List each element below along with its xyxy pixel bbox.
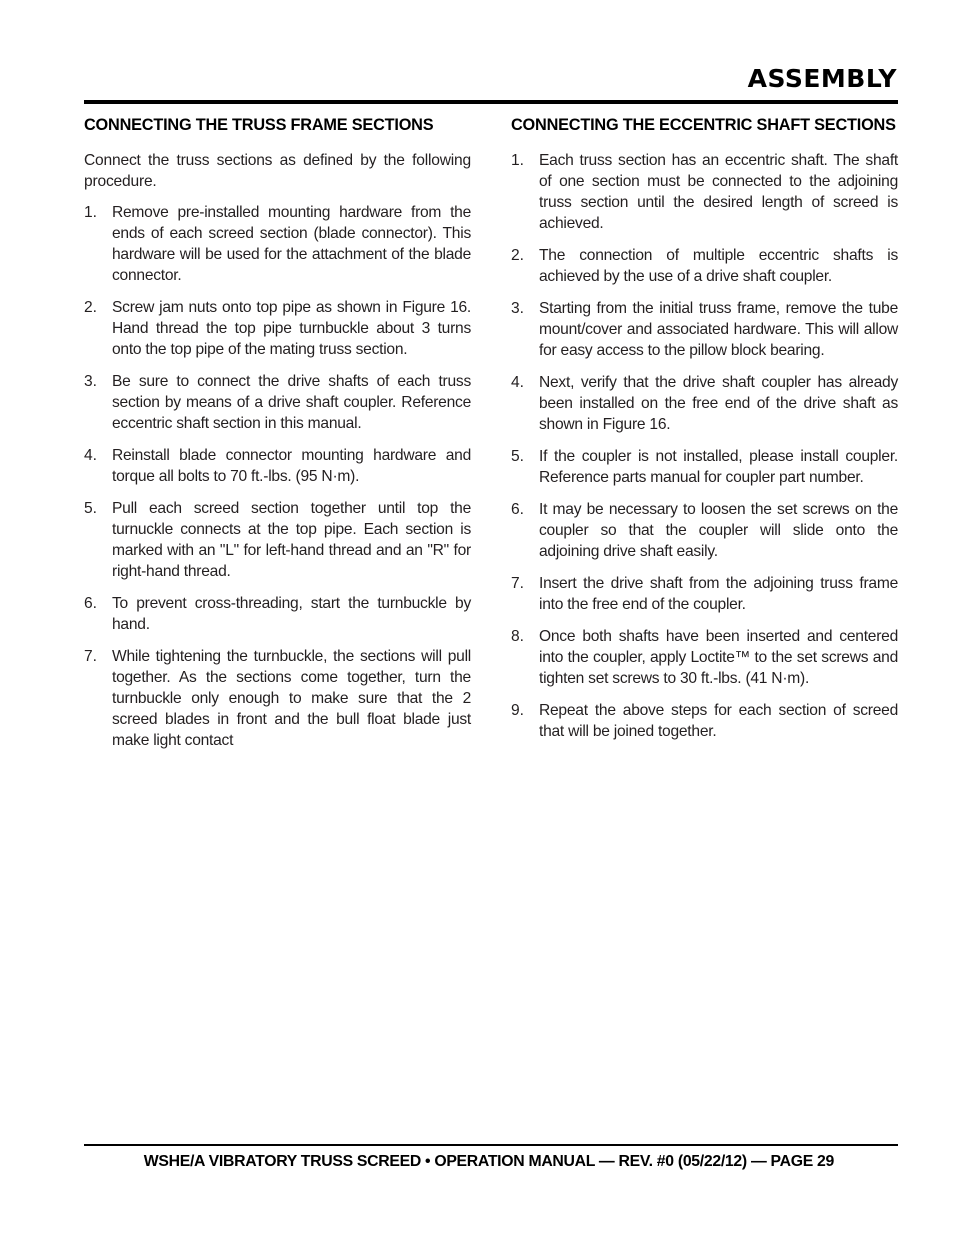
list-item — [84, 593, 471, 635]
step-number: 5. — [84, 500, 98, 517]
step-text: Pull each screed section together until top the turnuckle connects at the top pipe. Each section is marked with an "L" for left-hand thread and an "R" for right-hand thread. — [112, 500, 471, 580]
step-number: 1. — [84, 204, 98, 221]
step-number: 6. — [511, 501, 525, 518]
left-column — [84, 114, 471, 762]
step-number: 2. — [84, 299, 98, 316]
step-text: Remove pre-installed mounting hardware from the ends of each screed section (blade connector). This hardware will be used for the attachment of the blade connector. — [112, 204, 471, 284]
step-text: Reinstall blade connector mounting hardware and torque all bolts to 70 ft.-lbs. (95 N·m). — [112, 447, 471, 485]
step-number: 2. — [511, 247, 525, 264]
page-title: ASSEMBLY — [747, 64, 897, 93]
step-number: 4. — [84, 447, 98, 464]
step-number: 5. — [511, 448, 525, 465]
list-item — [84, 297, 471, 360]
list-item — [511, 245, 898, 287]
footer-rule — [84, 1144, 898, 1146]
list-item — [511, 499, 898, 562]
list-item — [511, 700, 898, 742]
list-item — [84, 498, 471, 582]
section-heading-eccentric-shaft: CONNECTING THE ECCENTRIC SHAFT SECTIONS — [511, 116, 896, 134]
step-text: Once both shafts have been inserted and centered into the coupler, apply Loctite™ to the set screws and tighten set screws to 30 ft.-lbs. (41 N·m). — [539, 628, 898, 687]
step-text: To prevent cross-threading, start the turnbuckle by hand. — [112, 595, 471, 633]
list-item — [84, 646, 471, 751]
intro-paragraph: Connect the truss sections as defined by the following procedure. — [84, 152, 471, 190]
step-text: Be sure to connect the drive shafts of each truss section by means of a drive shaft coupler. Reference eccentric shaft section in this manual. — [112, 373, 471, 432]
header-rule — [84, 100, 898, 104]
step-text: Repeat the above steps for each section of screed that will be joined together. — [539, 702, 898, 740]
step-text: Next, verify that the drive shaft coupler has already been installed on the free end of the drive shaft as shown in Figure 16. — [539, 374, 898, 433]
step-text: Insert the drive shaft from the adjoining truss frame into the free end of the coupler. — [539, 575, 898, 613]
step-number: 6. — [84, 595, 98, 612]
list-item — [84, 445, 471, 487]
list-item — [511, 372, 898, 435]
list-item — [511, 298, 898, 361]
eccentric-shaft-steps — [511, 150, 898, 742]
step-number: 3. — [511, 300, 525, 317]
list-item — [84, 202, 471, 286]
step-number: 9. — [511, 702, 525, 719]
step-number: 3. — [84, 373, 98, 390]
truss-frame-steps — [84, 202, 471, 751]
step-text: While tightening the turnbuckle, the sections will pull together. As the sections come together, turn the turnbuckle only enough to make sure that the 2 screed blades in front and the bull float blade just make light contact — [112, 648, 471, 749]
list-item — [511, 626, 898, 689]
list-item — [511, 446, 898, 488]
step-text: Each truss section has an eccentric shaft. The shaft of one section must be connected to the adjoining truss section until the desired length of screed is achieved. — [539, 152, 898, 232]
step-text: Starting from the initial truss frame, remove the tube mount/cover and associated hardware. This will allow for easy access to the pillow block bearing. — [539, 300, 898, 359]
section-heading-truss-frame: CONNECTING THE TRUSS FRAME SECTIONS — [84, 116, 434, 134]
page-footer: WSHE/A VIBRATORY TRUSS SCREED • OPERATION MANUAL — REV. #0 (05/22/12) — PAGE 29 — [143, 1153, 834, 1170]
step-text: The connection of multiple eccentric shafts is achieved by the use of a drive shaft coupler. — [539, 247, 898, 285]
step-text: It may be necessary to loosen the set screws on the coupler so that the coupler will slide onto the adjoining drive shaft easily. — [539, 501, 898, 560]
step-text: If the coupler is not installed, please install coupler. Reference parts manual for coupler part number. — [539, 448, 898, 486]
list-item — [511, 573, 898, 615]
step-text: Screw jam nuts onto top pipe as shown in Figure 16. Hand thread the top pipe turnbuckle about 3 turns onto the top pipe of the mating truss section. — [112, 299, 471, 358]
step-number: 1. — [511, 152, 525, 169]
step-number: 8. — [511, 628, 525, 645]
right-column — [511, 114, 898, 753]
step-number: 7. — [511, 575, 525, 592]
list-item — [84, 371, 471, 434]
step-number: 4. — [511, 374, 525, 391]
step-number: 7. — [84, 648, 98, 665]
list-item — [511, 150, 898, 234]
